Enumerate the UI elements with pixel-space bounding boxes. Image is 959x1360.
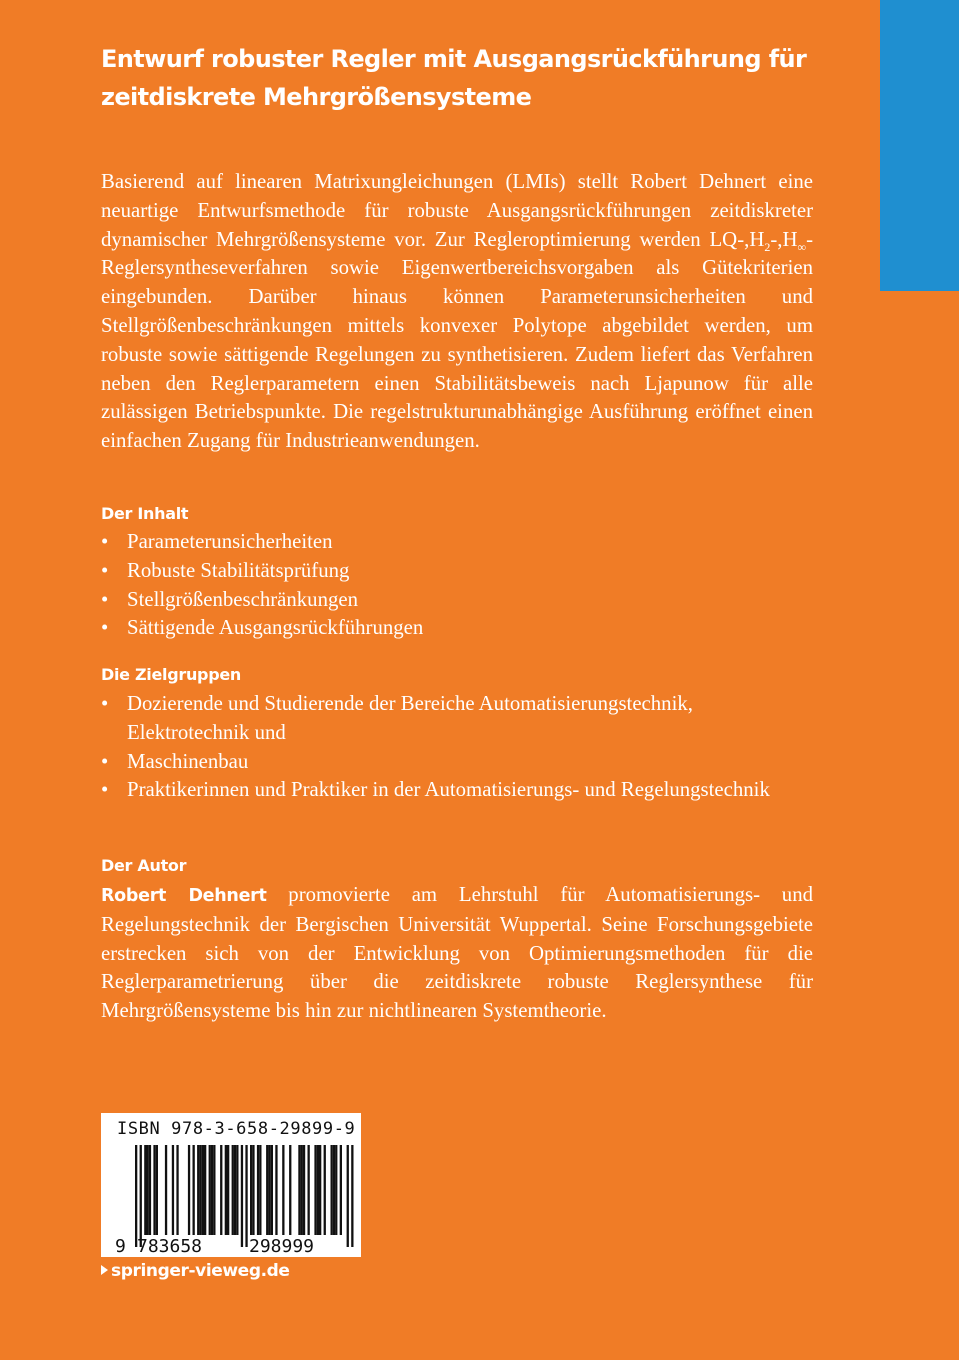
barcode-bar — [147, 1145, 149, 1235]
barcode-bar — [149, 1145, 151, 1235]
barcode-bar — [176, 1145, 178, 1235]
barcode-bar — [227, 1145, 229, 1235]
subscript-2: 2 — [764, 239, 771, 254]
barcode-guard-bar — [241, 1145, 243, 1247]
barcode-bar — [298, 1145, 300, 1235]
barcode-bar — [213, 1145, 215, 1235]
author-heading: Der Autor — [101, 856, 187, 875]
barcode-bar — [303, 1145, 305, 1235]
list-item-text: Parameterunsicherheiten — [127, 530, 333, 553]
barcode-guard-bar — [140, 1145, 142, 1247]
barcode-bar — [172, 1145, 174, 1235]
bullet-icon: • — [101, 530, 109, 553]
description-text-2: -,H — [770, 227, 798, 251]
target-list — [101, 690, 813, 805]
list-item — [101, 528, 813, 557]
barcode-bar — [282, 1145, 284, 1235]
list-item — [101, 586, 813, 615]
author-bio-text: promovierte am Lehrstuhl für Automatisierungs- und Regelungstechnik der Bergischen Universität Wuppertal. Seine Forschungsgebiete erstrecken sich von der Entwicklung von Optimierungsmethoden für die Reglerparametrierung über die zeitdiskrete robuste Reglersynthese für Mehrgrößensysteme bis hin zur nichtlinearen Systemtheorie. — [101, 883, 813, 1023]
list-item-text: Robuste Stabilitätsprüfung — [127, 558, 350, 582]
ean-right-digits: 298999 — [249, 1236, 315, 1257]
barcode-bar — [308, 1145, 310, 1235]
list-item — [101, 748, 813, 777]
author-bio — [101, 881, 813, 1026]
list-item-text: Maschinenbau — [127, 749, 249, 773]
bullet-icon: • — [101, 587, 109, 611]
barcode-bar — [234, 1145, 236, 1235]
isbn-label: ISBN 978-3-658-29899-9 — [117, 1119, 356, 1139]
barcode-bar — [232, 1145, 234, 1235]
book-title — [101, 40, 861, 116]
barcode-graphic — [101, 1113, 361, 1257]
barcode-guard-bar — [351, 1145, 353, 1247]
barcode-bar — [324, 1145, 326, 1235]
barcode-bars — [135, 1145, 354, 1247]
barcode-bar — [314, 1145, 316, 1235]
description-text-3: -Reglersyntheseverfahren sowie Eigenwertbereichsvorgaben als Gütekriterien eingebunden. Darüber hinaus können Parameterunsicherheiten und Stellgrößenbeschränkungen mittels konvexer Polytope abgebildet werden, um robuste sowie sättigende Regelungen zu synthetisieren. Zudem liefert das Verfahren neben den Reglerparametern einen Stabilitätsbeweis nach Ljapunow für alle zulässigen Betriebspunkte. Die regelstrukturunabhängige Ausführung eröffnet einen einfachen Zugang für Industrieanwendungen. — [101, 227, 813, 453]
barcode-bar — [197, 1145, 199, 1235]
barcode-bar — [266, 1145, 268, 1235]
ean-left-digits: 783658 — [137, 1236, 203, 1257]
barcode-bar — [211, 1145, 213, 1235]
bullet-icon: • — [101, 749, 109, 773]
barcode-bar — [335, 1145, 337, 1235]
list-item — [101, 614, 813, 643]
list-item-text: Stellgrößenbeschränkungen — [127, 587, 359, 611]
triangle-right-icon — [101, 1265, 108, 1275]
bullet-icon: • — [101, 558, 109, 582]
barcode-bar — [165, 1145, 167, 1235]
barcode-bar — [153, 1145, 155, 1235]
barcode-bar — [250, 1145, 252, 1235]
barcode-bar — [340, 1145, 342, 1235]
barcode-bar — [188, 1145, 190, 1235]
list-item-text: Sättigende Ausgangsrückführungen — [127, 616, 424, 640]
bullet-icon: • — [101, 692, 109, 715]
list-item — [101, 557, 813, 586]
barcode-bar — [209, 1145, 211, 1235]
barcode-bar — [236, 1145, 238, 1235]
barcode-bar — [275, 1145, 277, 1235]
barcode-bar — [202, 1145, 204, 1235]
barcode-bar — [331, 1145, 333, 1235]
content-list — [101, 528, 813, 643]
barcode-bar — [204, 1145, 206, 1235]
subscript-infinity: ∞ — [797, 239, 807, 254]
book-description — [101, 168, 813, 456]
list-item-text: Dozierende und Studierende der Bereiche Automatisierungstechnik, Elektrotechnik und — [127, 692, 693, 744]
barcode-bar — [144, 1145, 146, 1235]
website-label: springer-vieweg.de — [111, 1261, 290, 1281]
barcode-bar — [333, 1145, 335, 1235]
barcode-bar — [252, 1145, 254, 1235]
barcode-bar — [289, 1145, 291, 1235]
title-line-2: zeitdiskrete Mehrgrößensysteme — [101, 83, 532, 111]
title-line-1: Entwurf robuster Regler mit Ausgangsrückführung für — [101, 45, 807, 73]
barcode-bar — [319, 1145, 321, 1235]
barcode-bar — [220, 1145, 222, 1235]
list-item — [101, 776, 813, 805]
author-name: Robert Dehnert — [101, 886, 267, 906]
barcode-bar — [301, 1145, 303, 1235]
content-heading: Der Inhalt — [101, 504, 189, 523]
bullet-icon: • — [101, 778, 109, 802]
barcode-guard-bar — [347, 1145, 349, 1247]
barcode-bar — [271, 1145, 273, 1235]
barcode-bar — [317, 1145, 319, 1235]
barcode-guard-bar — [135, 1145, 137, 1247]
barcode-bar — [257, 1145, 259, 1235]
barcode-bar — [156, 1145, 158, 1235]
barcode-bar — [259, 1145, 261, 1235]
barcode-bar — [193, 1145, 195, 1235]
barcode-guard-bar — [245, 1145, 247, 1247]
barcode-bar — [268, 1145, 270, 1235]
list-item — [101, 690, 813, 748]
list-item-text: Praktikerinnen und Praktiker in der Automatisierungs- und Regelungstechnik — [127, 778, 770, 802]
target-heading: Die Zielgruppen — [101, 665, 241, 684]
barcode — [101, 1113, 361, 1257]
website-link[interactable] — [101, 1261, 290, 1281]
ean-first-digit: 9 — [115, 1236, 126, 1257]
barcode-bar — [199, 1145, 201, 1235]
bullet-icon: • — [101, 616, 109, 640]
accent-strip — [880, 0, 959, 291]
description-text-1: Basierend auf linearen Matrixungleichungen (LMIs) stellt Robert Dehnert eine neuartige Entwurfsmethode für robuste Ausgangsrückführungen zeitdiskreter dynamischer Mehrgrößensysteme vor. Zur Regleroptimierung werden LQ-,H — [101, 170, 813, 251]
barcode-bar — [225, 1145, 227, 1235]
